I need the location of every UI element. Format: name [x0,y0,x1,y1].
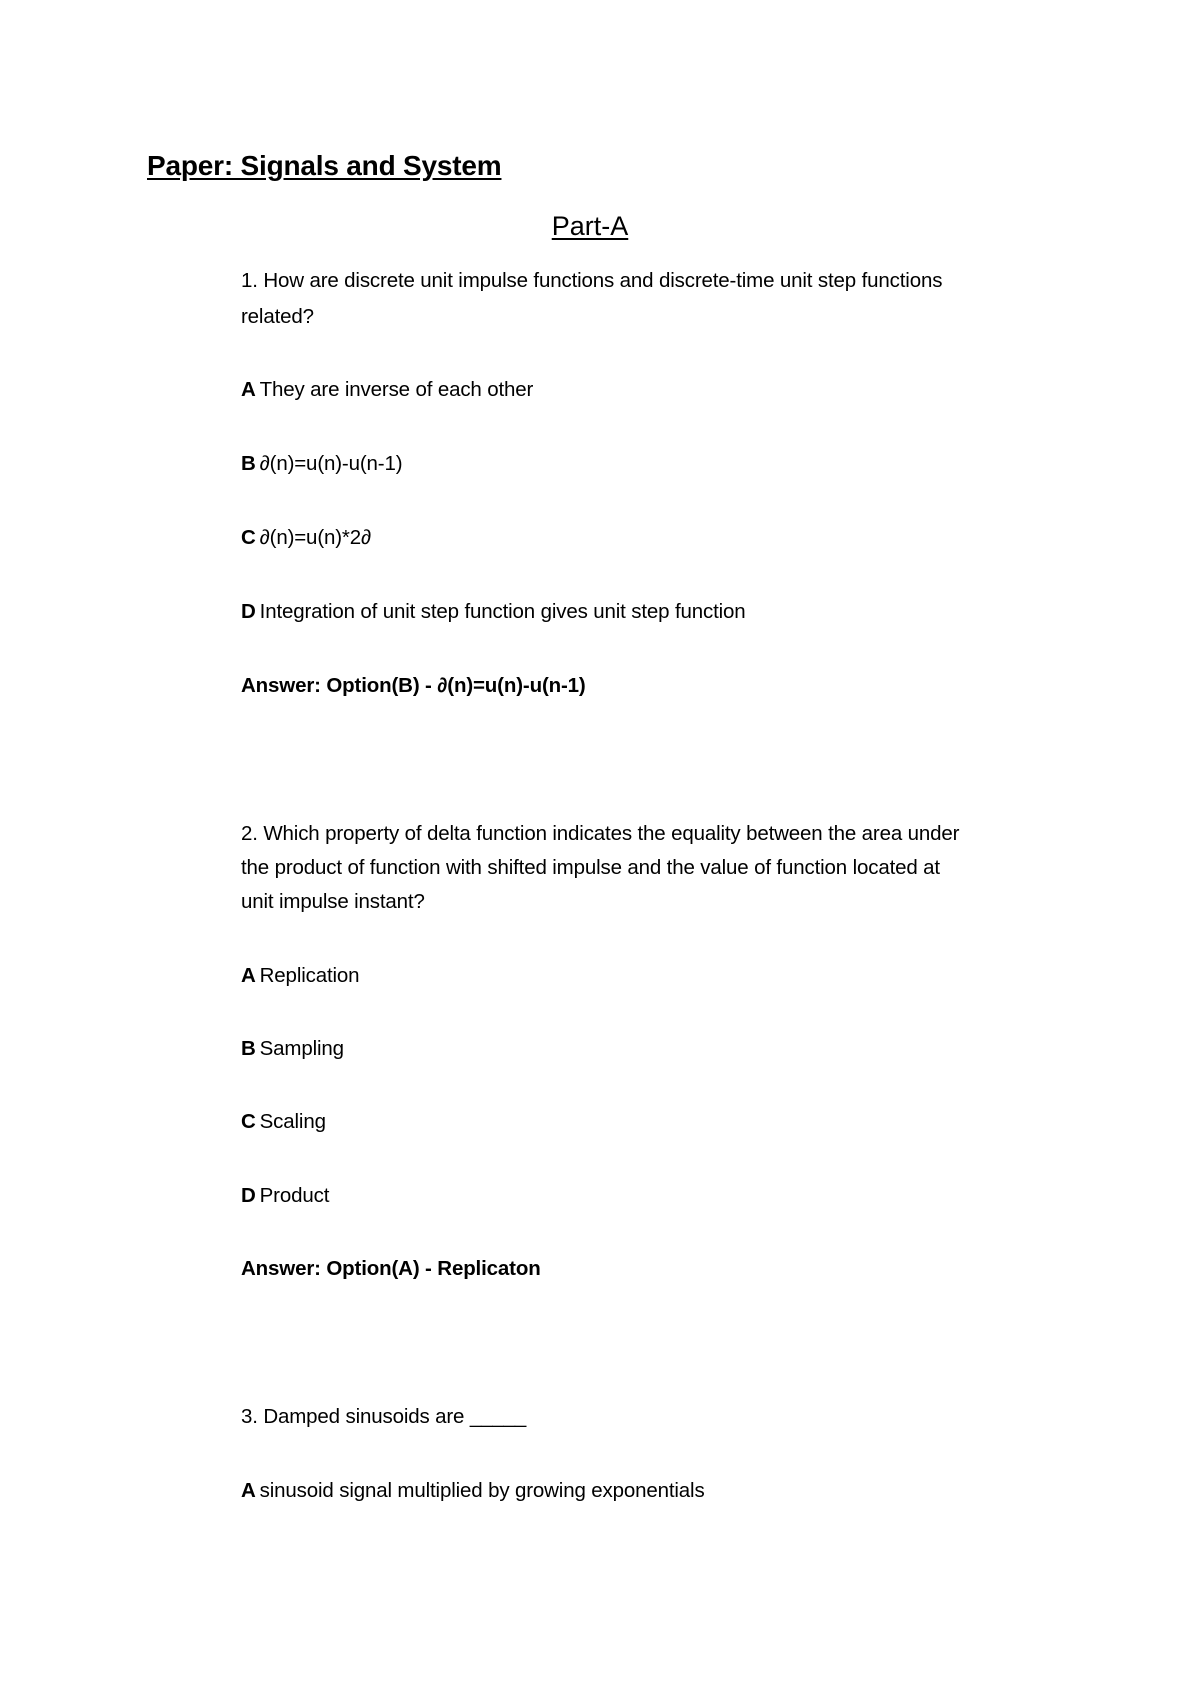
question-1-option-d [241,600,746,624]
option-letter: C [241,1110,256,1133]
question-3-option-a [241,1479,705,1503]
option-letter: A [241,1479,256,1502]
question-2-text-line-1: 2. Which property of delta function indicates the equality between the area under [241,822,960,845]
question-2-answer: Answer: Option(A) - Replicaton [241,1257,541,1280]
option-text: Scaling [259,1110,326,1133]
question-2-text-line-2: the product of function with shifted impulse and the value of function located at [241,856,940,879]
question-1-answer: Answer: Option(B) - ∂(n)=u(n)-u(n-1) [241,674,586,697]
question-1-option-c [241,526,371,550]
option-text: ∂(n)=u(n)*2∂ [259,526,371,549]
option-text: They are inverse of each other [259,378,534,401]
option-text: Integration of unit step function gives unit step function [259,600,746,623]
option-letter: D [241,600,256,623]
question-2-option-b [241,1037,344,1061]
option-text: Replication [259,964,360,987]
option-letter: B [241,1037,256,1060]
option-letter: B [241,452,256,475]
question-1-option-a [241,378,533,402]
question-2-option-c [241,1110,326,1134]
question-1-text-line-2: related? [241,305,314,328]
section-heading: Part-A [551,211,629,241]
question-3-text-line-1: 3. Damped sinusoids are _____ [241,1405,527,1428]
question-2-text-line-3: unit impulse instant? [241,890,425,913]
question-1-option-b [241,452,402,476]
option-letter: A [241,378,256,401]
option-text: sinusoid signal multiplied by growing exponentials [259,1479,705,1502]
question-2-option-a [241,964,359,988]
option-letter: C [241,526,256,549]
paper-title: Paper: Signals and System [147,150,502,181]
question-2-option-d [241,1184,329,1208]
option-letter: D [241,1184,256,1207]
option-text: Sampling [259,1037,344,1060]
option-text: ∂(n)=u(n)-u(n-1) [259,452,403,475]
option-letter: A [241,964,256,987]
question-1-text-line-1: 1. How are discrete unit impulse functions and discrete-time unit step functions [241,269,943,292]
option-text: Product [259,1184,330,1207]
